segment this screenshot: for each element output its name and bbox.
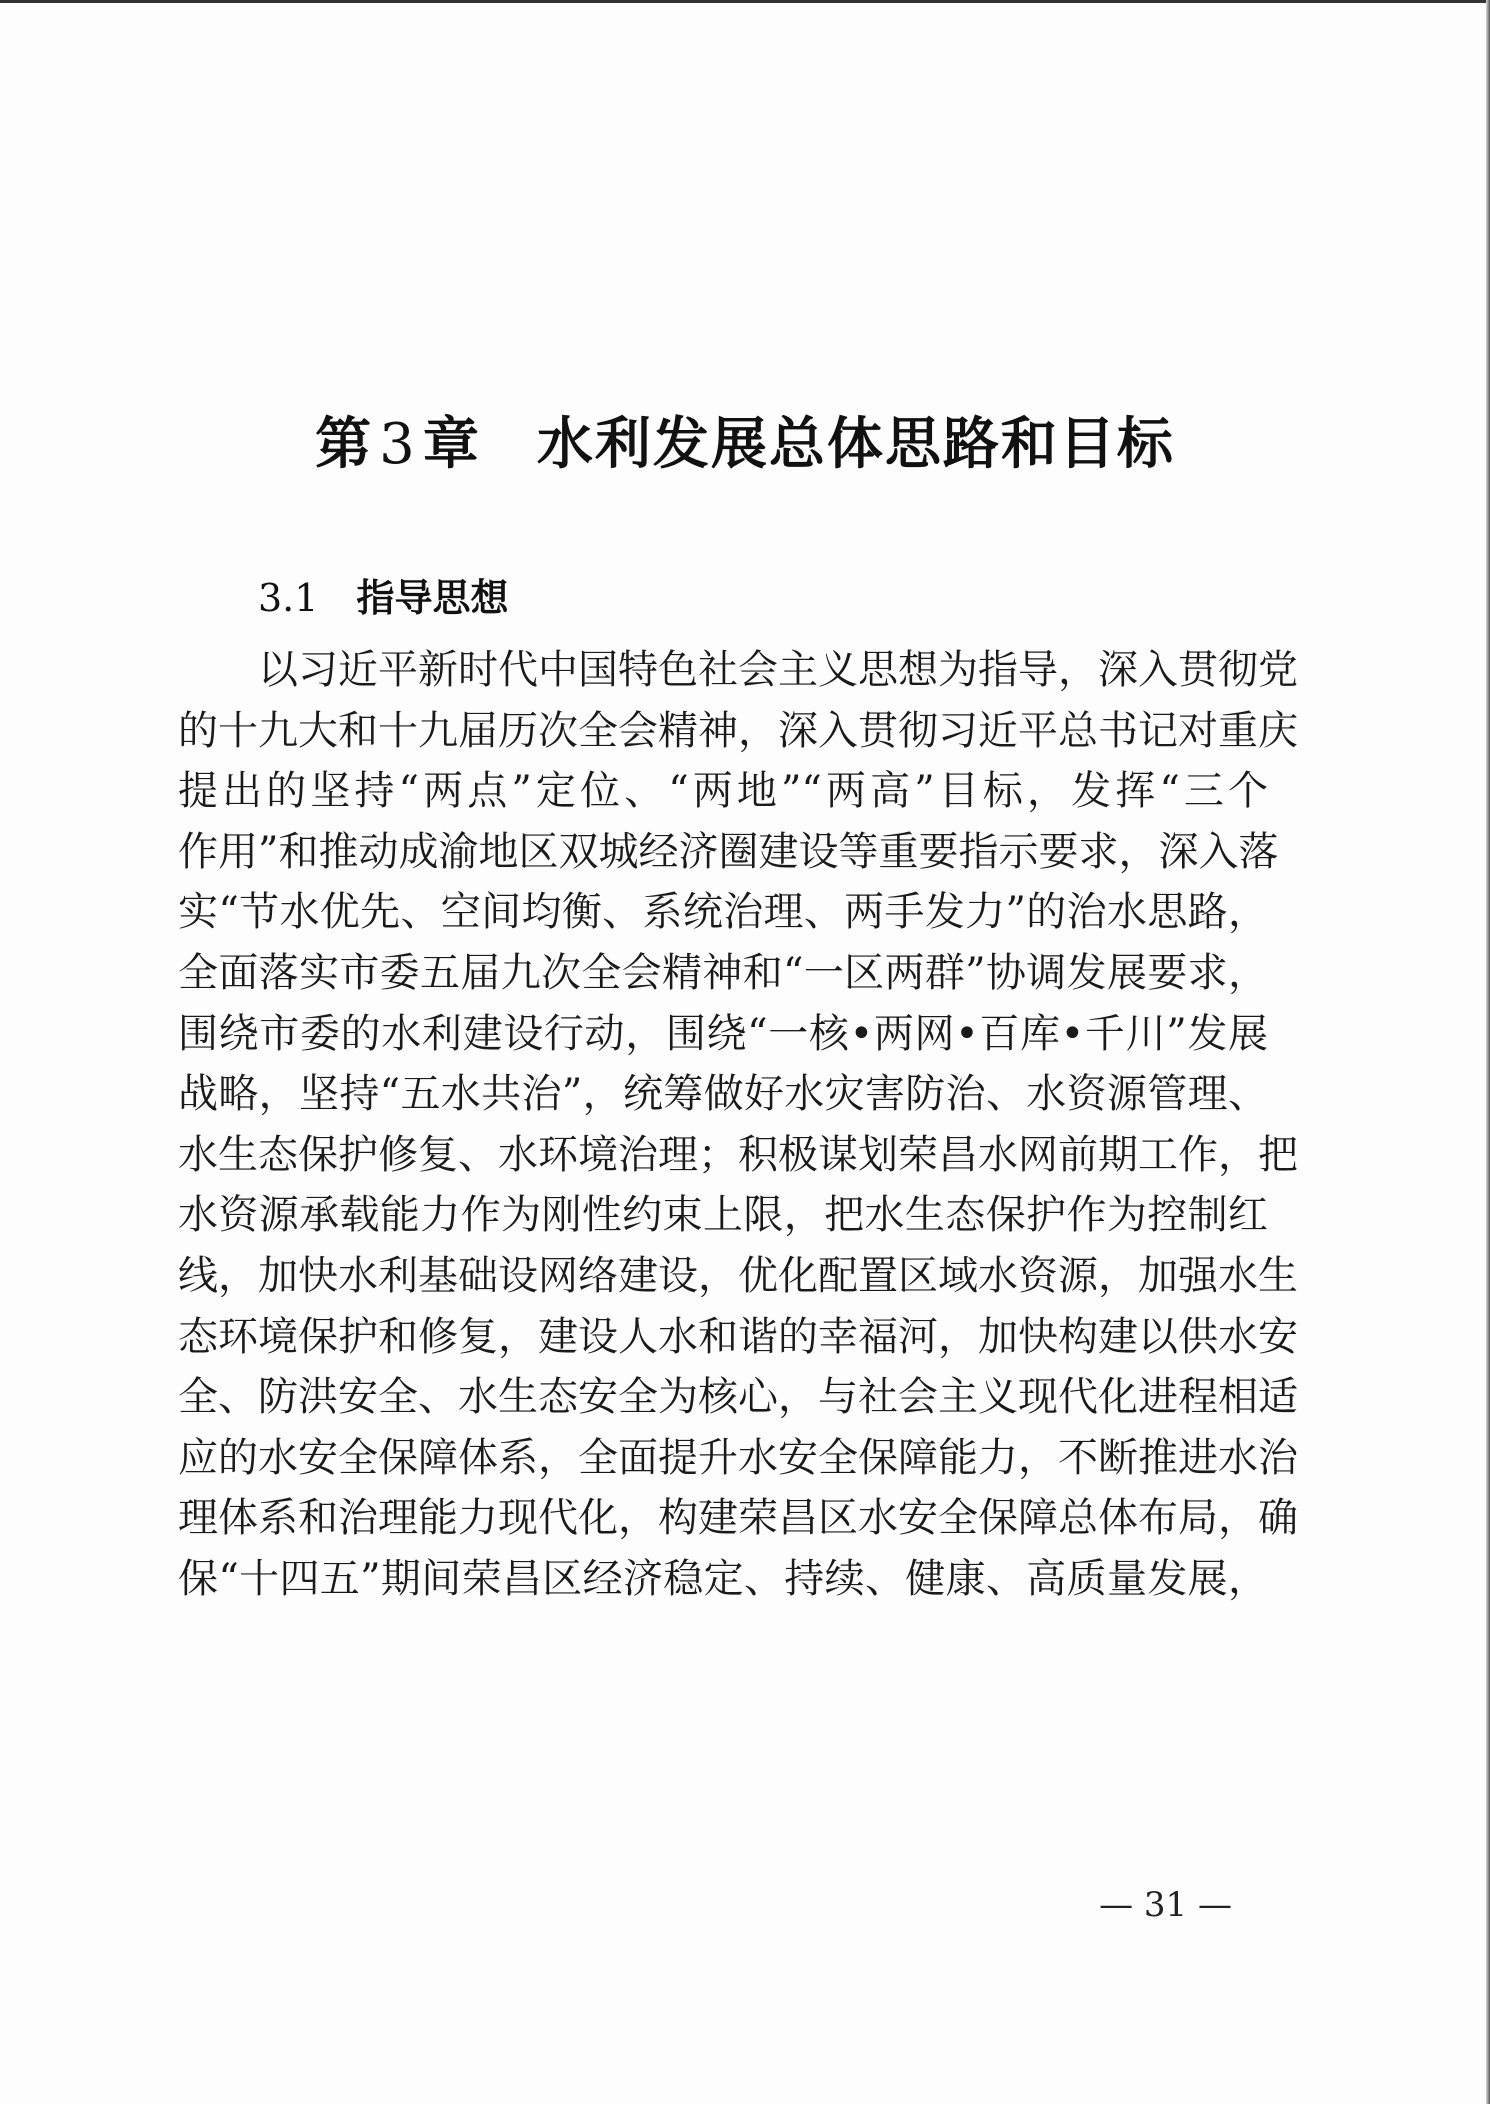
- scan-edge-shadow: [1486, 0, 1490, 2104]
- chapter-number: 3: [379, 412, 417, 477]
- paragraph-line: 理体系和治理能力现代化，构建荣昌区水安全保障总体布局，确: [178, 1495, 1298, 1542]
- chapter-suffix: 章: [422, 412, 481, 477]
- paragraph-line: 水生态保护修复、水环境治理；积极谋划荣昌水网前期工作，把: [178, 1131, 1298, 1178]
- paragraph-line: 线，加快水利基础设网络建设，优化配置区域水资源，加强水生: [178, 1252, 1298, 1299]
- section-title: 指导思想: [356, 576, 509, 620]
- paragraph-line: 保“十四五”期间荣昌区经济稳定、持续、健康、高质量发展，: [178, 1555, 1268, 1602]
- chapter-prefix: 第: [315, 412, 374, 477]
- body-paragraph: [178, 640, 1298, 1610]
- paragraph-line: 水资源承载能力作为刚性约束上限，把水生态保护作为控制红: [178, 1192, 1268, 1239]
- paragraph-line: 作用”和推动成渝地区双城经济圈建设等重要指示要求，深入落: [178, 828, 1279, 875]
- top-border-line: [0, 0, 1490, 3]
- paragraph-line: 实“节水优先、空间均衡、系统治理、两手发力”的治水思路，: [178, 889, 1268, 936]
- paragraph-line: 围绕市委的水利建设行动，围绕“一核•两网•百库•千川”发展: [178, 1010, 1268, 1057]
- paragraph-line: 战略，坚持“五水共治”，统筹做好水灾害防治、水资源管理、: [178, 1071, 1268, 1118]
- chapter-title-text: 水利发展总体思路和目标: [536, 412, 1175, 477]
- paragraph-line: 应的水安全保障体系，全面提升水安全保障能力，不断推进水治: [178, 1434, 1298, 1481]
- section-number: 3.1: [258, 576, 319, 620]
- paragraph-line: 提出的坚持“两点”定位、“两地”“两高”目标，发挥“三个: [178, 768, 1268, 815]
- chapter-title: [0, 400, 1490, 480]
- section-heading: [258, 567, 508, 622]
- paragraph-line: 以习近平新时代中国特色社会主义思想为指导，深入贯彻党: [258, 647, 1298, 693]
- page-number: — 31 —: [1099, 1885, 1232, 1925]
- paragraph-line: 态环境保护和修复，建设人水和谐的幸福河，加快构建以供水安: [178, 1313, 1298, 1360]
- paragraph-line: 的十九大和十九届历次全会精神，深入贯彻习近平总书记对重庆: [178, 707, 1298, 754]
- paragraph-line: 全、防洪安全、水生态安全为核心，与社会主义现代化进程相适: [178, 1374, 1298, 1421]
- paragraph-line: 全面落实市委五届九次全会精神和“一区两群”协调发展要求，: [178, 949, 1268, 996]
